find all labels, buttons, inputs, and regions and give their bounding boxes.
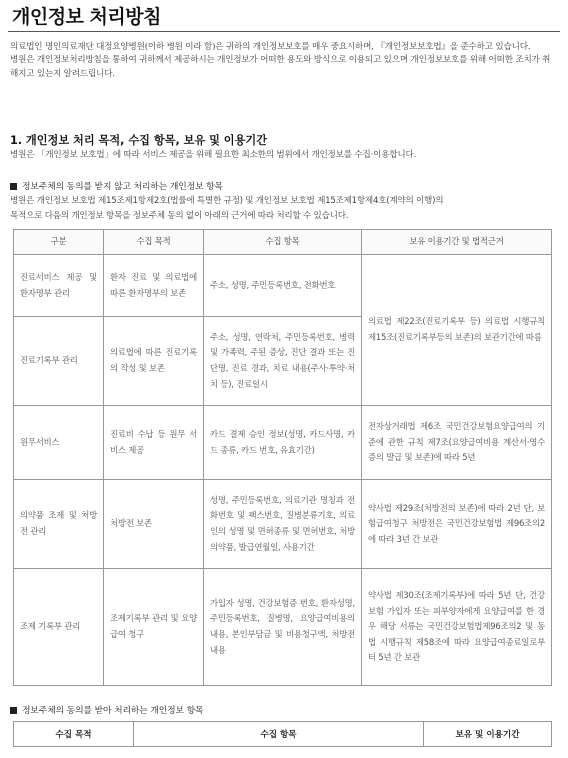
- subsection-heading-text: 정보주체의 동의를 받아 처리하는 개인정보 항목: [22, 706, 204, 716]
- column-header: 수집 목적: [104, 230, 204, 255]
- table-header-row: [14, 230, 552, 255]
- subsection-heading-no-consent: [10, 179, 223, 192]
- items-cell: 카드 결제 승인 정보(성명, 카드사명, 카드 종류, 카드 번호, 유효기간): [204, 406, 362, 480]
- page-title: 개인정보 처리방침: [12, 6, 161, 28]
- intro-paragraph-1: 의료법인 명인의료재단 대정요양병원(이하 병원 이라 함)은 귀하의 개인정보보호를 매우 중요시하며, 『개인정보보호법』을 준수하고 있습니다.: [10, 42, 531, 52]
- consent-data-table: [13, 721, 552, 747]
- intro-text: [10, 41, 558, 81]
- table-row: [14, 480, 552, 569]
- subsection-description-line-1: 병원은 개인정보 보호법 제15조제1항제2호(법률에 특별한 규정) 및 개인정보 보호법 제15조제1항제4호(계약의 이행)의: [10, 196, 444, 206]
- subsection-description-line-2: 목적으로 다음의 개인정보 항목을 정보주체 동의 없이 아래의 근거에 따라 처리할 수 있습니다.: [10, 211, 349, 221]
- column-header: 수집 항목: [204, 230, 362, 255]
- category-cell: 진료서비스 제공 및 환자명부 관리: [14, 255, 104, 317]
- table-row: [14, 406, 552, 480]
- column-header: 수집 항목: [134, 722, 424, 747]
- column-header: 수집 목적: [14, 722, 134, 747]
- subsection-description: [10, 194, 558, 224]
- square-bullet-icon: [10, 183, 17, 190]
- category-cell: 조제 기록부 관리: [14, 569, 104, 686]
- purpose-cell: 진료비 수납 등 원무 서비스 제공: [104, 406, 204, 480]
- items-cell: 가입자 성명, 건강보험증 번호, 환자성명, 주민등록번호, 질병명, 요양급여비용의 내용, 본인부담금 및 비용청구액, 처방전 내용: [204, 569, 362, 686]
- items-cell: 성명, 주민등록번호, 의료기관 명칭과 전화번호 및 팩스번호, 질병분류기호, 의료인의 성명 및 면허종류 및 면허번호, 처방 의약품, 발급연월일, 사용기간: [204, 480, 362, 569]
- column-header: 구분: [14, 230, 104, 255]
- category-cell: 의약품 조제 및 처방전 관리: [14, 480, 104, 569]
- retention-cell: 약사법 제29조(처방전의 보존)에 따라 2년 단, 보험급여청구 처방전은 국민건강보험법 제96조의2에 따라 3년 간 보관: [362, 480, 552, 569]
- section-1-description: 병원은 「개인정보 보호법」에 따라 서비스 제공을 위해 필요한 최소한의 범위에서 개인정보를 수집·이용합니다.: [10, 150, 417, 160]
- title-divider: [8, 31, 560, 32]
- retention-cell: 약사법 제30조(조제기록부)에 따라 5년 단, 건강보험 가입자 또는 피부양자에게 요양급여를 한 경우 해당 서류는 국민건강보험법제96조의2 및 동법 시행규칙 제58조에 따라 요양급여종료일로부터 5년 간 보관: [362, 569, 552, 686]
- intro-paragraph-2: 병원은 개인정보처리방침을 통하여 귀하께서 제공하시는 개인정보가 어떠한 용도와 방식으로 이용되고 있으며 개인정보보호를 위해 어떠한 조치가 취해지고 있는지 알려드립니다.: [10, 55, 551, 79]
- items-cell: 주소, 성명, 주민등록번호, 전화번호: [204, 255, 362, 317]
- purpose-cell: 조제기록부 관리 및 요양급여 청구: [104, 569, 204, 686]
- retention-cell: 의료법 제22조(진료기록부 등) 의료법 시행규칙 제15조(진료기록부등의 보존)의 보관기간에 따름: [362, 255, 552, 406]
- purpose-cell: 환자 진료 및 의료법에 따른 환자명부의 보존: [104, 255, 204, 317]
- purpose-cell: 처방전 보존: [104, 480, 204, 569]
- table-row: [14, 255, 552, 317]
- category-cell: 진료기록부 관리: [14, 317, 104, 406]
- column-header: 보유 및 이용기간: [424, 722, 552, 747]
- no-consent-data-table: [13, 229, 552, 686]
- category-cell: 원무서비스: [14, 406, 104, 480]
- square-bullet-icon: [10, 707, 17, 714]
- table-header-row: [14, 722, 552, 747]
- table-row: [14, 569, 552, 686]
- subsection-heading-consent: [10, 703, 203, 716]
- items-cell: 주소, 성명, 연락처, 주민등록번호, 병력 및 가족력, 주된 증상, 진단 결과 또는 진단명, 진료 경과, 치료 내용(주사·투약·처치 등), 진료일시: [204, 317, 362, 406]
- retention-cell: 전자상거래법 제6조 국민건강보험요양급여의 기준에 관한 규칙 제7조(요양급여비용 계산서·영수증의 발급 및 보존)에 따라 5년: [362, 406, 552, 480]
- subsection-heading-text: 정보주체의 동의를 받지 않고 처리하는 개인정보 항목: [22, 182, 223, 192]
- column-header: 보유 이용기간 및 법적근거: [362, 230, 552, 255]
- purpose-cell: 의료법에 따른 진료기록의 작성 및 보존: [104, 317, 204, 406]
- section-1-heading: 1. 개인정보 처리 목적, 수집 항목, 보유 및 이용기간: [10, 134, 268, 147]
